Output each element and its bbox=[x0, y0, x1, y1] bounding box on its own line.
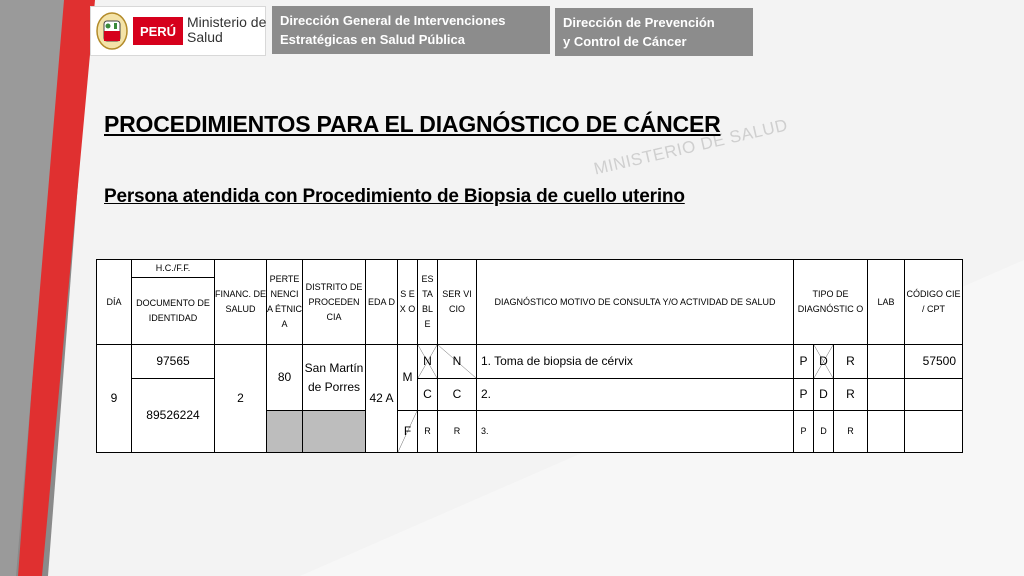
header-documento: DOCUMENTO DE IDENTIDAD bbox=[132, 278, 215, 345]
d-value: D bbox=[819, 354, 828, 368]
header-box-line: y Control de Cáncer bbox=[563, 34, 687, 49]
cell-codigo-1: 57500 bbox=[905, 345, 963, 379]
cell-codigo-3 bbox=[905, 411, 963, 453]
cell-diag-1: 1. Toma de biopsia de cérvix bbox=[477, 345, 794, 379]
cell-distrito-blank bbox=[303, 411, 366, 453]
header-establecimiento: ES TA BL E bbox=[418, 260, 438, 345]
cell-diag-3: 3. bbox=[477, 411, 794, 453]
cell-estab-1 bbox=[418, 345, 438, 379]
header-edad: EDA D bbox=[366, 260, 398, 345]
cell-r-3: R bbox=[834, 411, 868, 453]
header-codigo: CÓDIGO CIE / CPT bbox=[905, 260, 963, 345]
cell-lab-3 bbox=[868, 411, 905, 453]
estab-value: N bbox=[423, 354, 432, 368]
cell-lab-2 bbox=[868, 379, 905, 411]
cell-distrito: San Martín de Porres bbox=[303, 345, 366, 411]
cell-d-3: D bbox=[814, 411, 834, 453]
ministry-logo bbox=[90, 6, 266, 56]
cell-r-2: R bbox=[834, 379, 868, 411]
header-hcff: H.C./F.F. bbox=[132, 260, 215, 278]
cell-d-2: D bbox=[814, 379, 834, 411]
cell-estab-3: R bbox=[418, 411, 438, 453]
cell-etnia-blank bbox=[267, 411, 303, 453]
cell-serv-2: C bbox=[438, 379, 477, 411]
header-box-dpcc bbox=[555, 8, 753, 56]
sexo-f-label: F bbox=[403, 424, 412, 438]
header-lab: LAB bbox=[868, 260, 905, 345]
header-box-dgiesp bbox=[272, 6, 550, 54]
page-title: PROCEDIMIENTOS PARA EL DIAGNÓSTICO DE CÁNCER bbox=[104, 111, 721, 137]
cell-p-1: P bbox=[794, 345, 814, 379]
cell-d-1 bbox=[814, 345, 834, 379]
header-tipo-diagnostico: TIPO DE DIAGNÓSTIC O bbox=[794, 260, 868, 345]
header-distrito: DISTRITO DE PROCEDEN CIA bbox=[303, 260, 366, 345]
cell-dia: 9 bbox=[97, 345, 132, 453]
cell-financ: 2 bbox=[215, 345, 267, 453]
registry-table bbox=[96, 259, 963, 453]
sexo-m-label: M bbox=[402, 370, 413, 384]
cell-estab-2: C bbox=[418, 379, 438, 411]
cell-sexo-m bbox=[398, 345, 418, 411]
header-servicio: SER VI CIO bbox=[438, 260, 477, 345]
logo-country: PERÚ bbox=[133, 17, 183, 45]
header-pertenencia: PERTE NENCI A ÉTNIC A bbox=[267, 260, 303, 345]
header-dia: DÍA bbox=[97, 260, 132, 345]
cell-diag-2: 2. bbox=[477, 379, 794, 411]
page-subtitle: Persona atendida con Procedimiento de Biopsia de cuello uterino bbox=[104, 186, 685, 207]
watermark: MINISTERIO DE SALUD bbox=[592, 115, 790, 179]
header-diagnostico: DIAGNÓSTICO MOTIVO DE CONSULTA Y/O ACTIVIDAD DE SALUD bbox=[477, 260, 794, 345]
cell-sexo-f bbox=[398, 411, 418, 453]
cell-documento: 89526224 bbox=[132, 379, 215, 453]
cell-lab-1 bbox=[868, 345, 905, 379]
header-financ: FINANC. DE SALUD bbox=[215, 260, 267, 345]
header-box-line: Dirección de Prevención bbox=[563, 15, 715, 30]
cell-codigo-2 bbox=[905, 379, 963, 411]
cell-hc: 97565 bbox=[132, 345, 215, 379]
cell-etnia: 80 bbox=[267, 345, 303, 411]
cell-edad: 42 A bbox=[366, 345, 398, 453]
cell-p-3: P bbox=[794, 411, 814, 453]
logo-ministry: Ministerio de Salud bbox=[187, 14, 267, 45]
coat-of-arms-icon bbox=[95, 11, 129, 51]
cell-r-1: R bbox=[834, 345, 868, 379]
header-box-line: Dirección General de Intervenciones bbox=[280, 13, 506, 28]
header-box-line: Estratégicas en Salud Pública bbox=[280, 32, 465, 47]
cell-p-2: P bbox=[794, 379, 814, 411]
serv-value: N bbox=[452, 354, 462, 368]
cell-serv-1 bbox=[438, 345, 477, 379]
header-sexo: S E X O bbox=[398, 260, 418, 345]
cell-serv-3: R bbox=[438, 411, 477, 453]
